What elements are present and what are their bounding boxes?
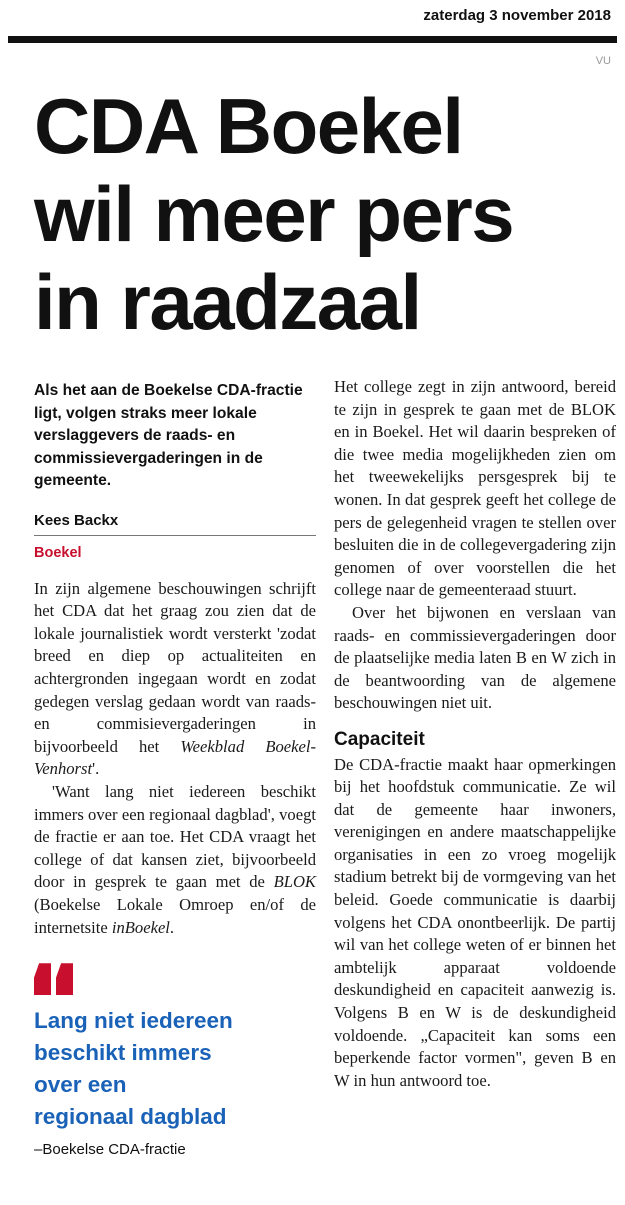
section-tag: VU: [595, 55, 611, 67]
publication-date: zaterdag 3 november 2018: [423, 7, 611, 24]
website-name: inBoekel: [111, 917, 170, 937]
article-intro: Als het aan de Boekelse CDA-fractie ligt, volgen straks meer lokale verslaggevers de raads- en commissievergaderingen in de gemeente.: [34, 382, 303, 489]
pullquote-block: [34, 963, 316, 1162]
quote-glyph-part: [56, 963, 73, 995]
header-rule: [8, 36, 617, 43]
pullquote-line: over een: [34, 1072, 127, 1098]
headline-line: CDA Boekel: [34, 82, 463, 170]
red-quotation-mark-icon: [34, 963, 316, 997]
byline-author: Kees Backx: [34, 510, 316, 537]
pullquote: [34, 1005, 316, 1133]
body-paragraph: [34, 578, 316, 781]
text-run: 'Want lang niet iedereen beschikt immers over een regionaal dagblad', voegt de fractie er aan toe. Het CDA vraagt het college of dat kansen ziet, bijvoorbeeld door in gesprek te gaan met de: [34, 782, 316, 892]
body-paragraph: Over het bijwonen en verslaan van raads- en commissievergaderingen door de plaatselijke media laten B en W zich in de beantwoording van de algemene beschouwingen niet uit.: [334, 602, 616, 713]
text-run: In zijn algemene beschouwingen schrijft het CDA dat het graag zou zien dat de lokale journalistiek wordt versterkt 'zodat breed en diep op actualiteiten en achtergronden ingegaan wordt en zodat gedegen verslag gedaan wordt van raads- en commisievergaderingen in bijvoorbeeld het: [34, 578, 316, 756]
left-column: [34, 380, 316, 1162]
subheading: Capaciteit: [334, 728, 425, 750]
headline: [34, 82, 624, 346]
publication-name: Weekblad Boekel-Venhorst: [34, 736, 316, 779]
right-column: [334, 376, 616, 1092]
text-run: (Boekelse Lokale Omroep en/of de internetsite: [34, 895, 316, 937]
headline-line: in raadzaal: [34, 258, 421, 346]
pullquote-attribution: –Boekelse CDA-fractie: [34, 1141, 186, 1159]
quote-glyph-part: [34, 963, 51, 995]
pullquote-line: regionaal dagblad: [34, 1104, 227, 1130]
body-paragraph: Het college zegt in zijn antwoord, bereid te zijn in gesprek te gaan met de BLOK en in Boekel. Het wil daarin bespreken of die twee media mogelijkheden zien om het tweewekelijks persgesprek bij te wonen. In dat gesprek geeft het college de pers de gelegenheid vragen te stellen over besluiten die in de collegevergadering zijn genomen of over voorstellen die het college naar de gemeenteraad stuurt.: [334, 377, 616, 600]
byline-location: Boekel: [34, 545, 82, 562]
text-run: .: [169, 917, 175, 937]
organization-name: BLOK: [273, 872, 316, 892]
headline-line: wil meer pers: [34, 170, 514, 258]
pullquote-line: Lang niet iedereen: [34, 1008, 233, 1034]
body-paragraph: De CDA-fractie maakt haar opmerkingen bij het hoofdstuk communicatie. Ze wil dat de gemeente haar inwoners, verenigingen en andere maatschappelijke organisaties in een zo vroeg mogelijk stadium betrekt bij de vormgeving van het beleid. Goede communicatie is daarbij volgens het CDA onontbeerlijk. De partij wil van het college weten of er binnen het ambtelijk apparaat voldoende deskundigheid en capaciteit aanwezig is. Volgens B en W is de deskundigheid voldoende. „Capaciteit kan soms een beperkende factor vormen", geven B en W in hun antwoord toe.: [334, 754, 616, 1090]
pullquote-line: beschikt immers: [34, 1040, 212, 1066]
body-paragraph: [34, 781, 316, 939]
text-run: '.: [92, 759, 100, 779]
